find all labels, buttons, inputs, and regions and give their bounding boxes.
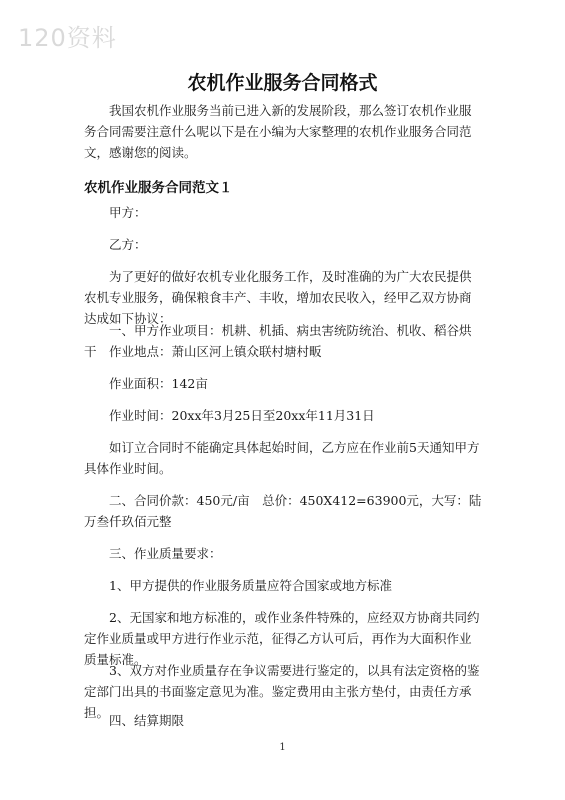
page-number: 1 — [279, 742, 286, 753]
agreement-preamble: 为了更好的做好农机专业化服务工作，及时准确的为广大农民提供农机专业服务，确保粮食丰产、丰收，增加农民收入，经甲乙双方协商达成如下协议： — [84, 269, 472, 326]
work-time-line: 作业时间：20xx年3月25日至20xx年11月31日 — [109, 408, 375, 423]
work-area-line: 作业面积：142亩 — [109, 376, 208, 391]
section-title: 农机作业服务合同范文１ — [84, 180, 233, 196]
start-time-note: 如订立合同时不能确定具体起始时间，乙方应在作业前5天通知甲方具体作业时间。 — [84, 440, 480, 476]
watermark: 120资料 — [18, 24, 117, 52]
document-title: 农机作业服务合同格式 — [187, 72, 378, 94]
clause-settlement-heading: 四、结算期限 — [109, 713, 185, 728]
quality-item-3: 3、双方对作业质量存在争议需要进行鉴定的，以具有法定资格的鉴定部门出具的书面鉴定意见为准。鉴定费用由主张方垫付，由责任方承担。 — [84, 663, 480, 720]
quality-item-2: 2、无国家和地方标准的，或作业条件特殊的，应经双方协商共同约定作业质量或甲方进行作业示范，征得乙方认可后，再作为大面积作业质量标准。 — [84, 610, 480, 667]
party-b-line: 乙方： — [109, 237, 147, 252]
intro-paragraph: 我国农机作业服务当前已进入新的发展阶段，那么签订农机作业服务合同需要注意什么呢以下是在小编为大家整理的农机作业服务合同范文，感谢您的阅读。 — [84, 103, 472, 160]
clause-contract-price: 二、合同价款：450元/亩 总价：450X412=63900元，大写：陆万叁仟玖佰元整 — [84, 493, 482, 529]
quality-item-1: 1、甲方提供的作业服务质量应符合国家或地方标准 — [109, 578, 392, 593]
clause-work-items: 一、甲方作业项目：机耕、机插、病虫害统防统治、机收、稻谷烘干 作业地点：萧山区河上镇众联村塘村畈 — [84, 323, 472, 359]
clause-quality-heading: 三、作业质量要求： — [109, 546, 222, 561]
party-a-line: 甲方： — [109, 205, 147, 220]
